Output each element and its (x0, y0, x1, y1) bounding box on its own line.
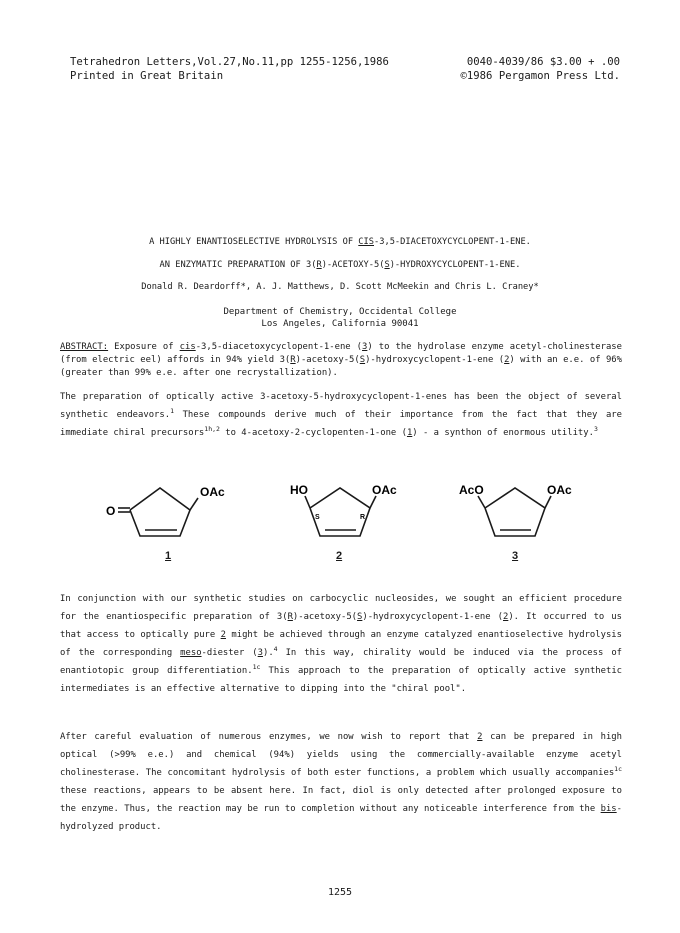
compound-1-ketone-o: O (106, 504, 116, 518)
body-paragraph-3: After careful evaluation of numerous enzymes, we now wish to report that 2 can be prepared in high optical (>99% e.e.) and chemical (94%) yields using the commercially-available enzyme acetyl cholinesterase. The concomitant hydrolysis of both ester functions, a problem which usually accompanies$^{1c}$ these reactions, appears to be absent here. In fact, diol is only detected after prolonged exposure to the enzyme. Thus, the reaction may be run to completion without any noticeable interference from the bis-hydrolyzed product. (60, 732, 622, 832)
compound-2-ho: HO (290, 483, 308, 497)
compound-1-oac: OAc (200, 485, 225, 499)
compound-2-oac: OAc (372, 483, 397, 497)
compound-2-r-label: R (360, 514, 366, 521)
intro-paragraph: The preparation of optically active 3-acetoxy-5-hydroxycyclopent-1-enes has been the object of several synthetic endeavors.$^1$ These compounds derive much of their importance from the fact that they are immediate chiral precursors$^{1h,2}$ to 4-acetoxy-2-cyclopenten-1-one (1) - a synthon of enormous utility.$^3$ (60, 392, 622, 438)
printed-in-line: Printed in Great Britain (70, 70, 224, 82)
copyright-line: ©1986 Pergamon Press Ltd. (460, 70, 620, 82)
compound-1-drawing (118, 488, 198, 536)
affiliation-address: Los Angeles, California 90041 (261, 319, 419, 329)
compound-3-oac: OAc (547, 483, 572, 497)
body-paragraph-2: In conjunction with our synthetic studies on carbocyclic nucleosides, we sought an efficient procedure for the enantiospecific preparation of 3(R)-acetoxy-5(S)-hydroxycyclopent-1-ene (2). It occurred to us that access to optically pure 2 might be achieved through an enzyme catalyzed enantioselective hydrolysis of the corresponding meso-diester (3).$^4$ In this way, chirality would be induced via the process of enantiotopic group differentiation.$^{1c}$ This approach to the preparation of optically active synthetic intermediates is an effective alternative to dipping into the "chiral pool". (60, 594, 623, 694)
citation-line: Tetrahedron Letters,Vol.27,No.11,pp 1255-1256,1986 (70, 56, 389, 68)
compound-3-aco: AcO (459, 483, 484, 497)
compound-label-1: 1 (165, 550, 172, 562)
compound-2-s-label: S (315, 514, 320, 521)
compound-label-2: 2 (336, 550, 343, 562)
price-line: 0040-4039/86 $3.00 + .00 (466, 56, 620, 68)
journal-citation (70, 55, 389, 83)
compound-2-drawing (305, 488, 376, 536)
affiliation (40, 306, 640, 330)
structures-svg (106, 478, 590, 578)
paper-title-line1: A HIGHLY ENANTIOSELECTIVE HYDROLYSIS OF CIS-3,5-DIACETOXYCYCLOPENT-1-ENE. (149, 237, 531, 247)
abstract-label: ABSTRACT: (60, 342, 109, 352)
affiliation-dept: Department of Chemistry, Occidental College (223, 307, 457, 317)
author-list: Donald R. Deardorff*, A. J. Matthews, D. Scott McMeekin and Chris L. Craney* (141, 282, 539, 292)
abstract: ABSTRACT: Exposure of cis-3,5-diacetoxycyclopent-1-ene (3) to the hydrolase enzyme acetyl-cholinesterase (from electric eel) affords in 94% yield 3(R)-acetoxy-5(S)-hydroxycyclopent-1-ene (2) with an e.e. of 96% (greater than 99% e.e. after one recrystallization). (60, 342, 622, 378)
compound-label-3: 3 (512, 550, 519, 562)
compound-3-drawing (478, 488, 551, 536)
page-number: 1255 (327, 887, 353, 898)
structures-figure (106, 478, 590, 578)
copyright-block (461, 55, 620, 83)
paper-title-line2: AN ENZYMATIC PREPARATION OF 3(R)-ACETOXY-5(S)-HYDROXYCYCLOPENT-1-ENE. (159, 260, 521, 270)
